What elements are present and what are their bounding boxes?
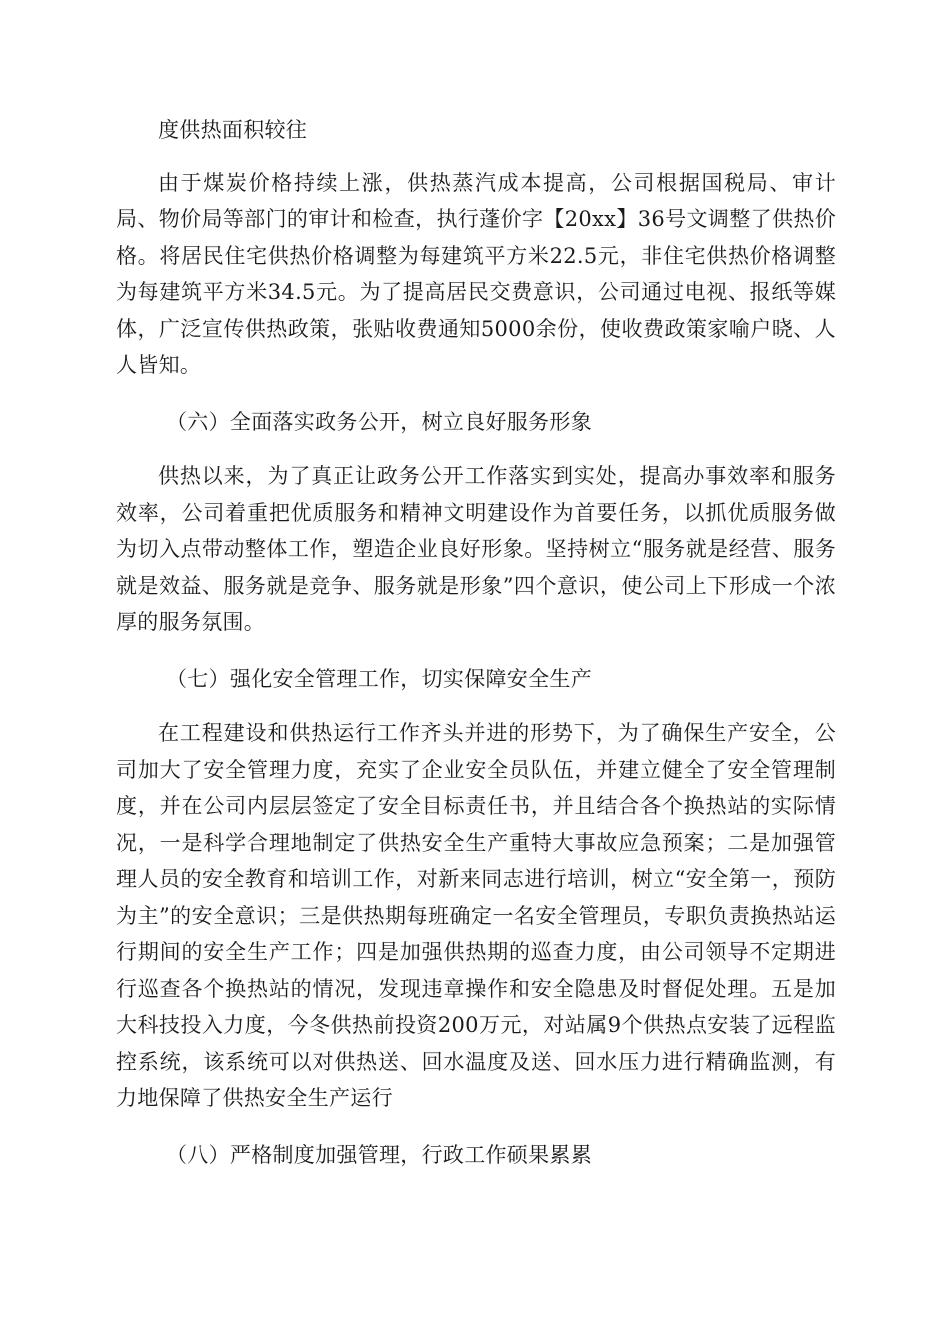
document-page (116, 112, 836, 1191)
section-heading-7: （七）强化安全管理工作，切实保障安全生产 (166, 666, 592, 691)
paragraph-heating-price: 由于煤炭价格持续上涨，供热蒸汽成本提高，公司根据国税局、审计局、物价局等部门的审计和检查，执行蓬价字【20xx】36号文调整了供热价格。将居民住宅供热价格调整为每建筑平方米22.5元，非住宅供热价格调整为每建筑平方米34.5元。为了提高居民交费意识，公司通过电视、报纸等媒体，广泛宣传供热政策，张贴收费通知5000余份，使收费政策家喻户晓、人人皆知。 (116, 170, 836, 377)
section-heading-8: （八）严格制度加强管理，行政工作硕果累累 (166, 1142, 592, 1167)
paragraph-service: 供热以来，为了真正让政务公开工作落实到实处，提高办事效率和服务效率，公司着重把优质服务和精神文明建设作为首要任务，以抓优质服务做为切入点带动整体工作，塑造企业良好形象。坚持树立“服务就是经营、服务就是效益、服务就是竞争、服务就是形象”四个意识，使公司上下形成一个浓厚的服务氛围。 (116, 464, 836, 634)
continued-fragment: 度供热面积较往 (158, 118, 308, 142)
paragraph-safety: 在工程建设和供热运行工作齐头并进的形势下，为了确保生产安全，公司加大了安全管理力度，充实了企业安全员队伍，并建立健全了安全管理制度，并在公司内层层签定了安全目标责任书，并且结合各个换热站的实际情况，一是科学合理地制定了供热安全生产重特大事故应急预案；二是加强管理人员的安全教育和培训工作，对新来同志进行培训，树立“安全第一，预防为主”的安全意识；三是供热期每班确定一名安全管理员，专职负责换热站运行期间的安全生产工作；四是加强供热期的巡查力度，由公司领导不定期进行巡查各个换热站的情况，发现违章操作和安全隐患及时督促处理。五是加大科技投入力度，今冬供热前投资200万元，对站属9个供热点安装了远程监控系统，该系统可以对供热送、回水温度及送、回水压力进行精确监测，有力地保障了供热安全生产运行 (116, 721, 836, 1110)
section-heading-6: （六）全面落实政务公开，树立良好服务形象 (166, 409, 592, 434)
